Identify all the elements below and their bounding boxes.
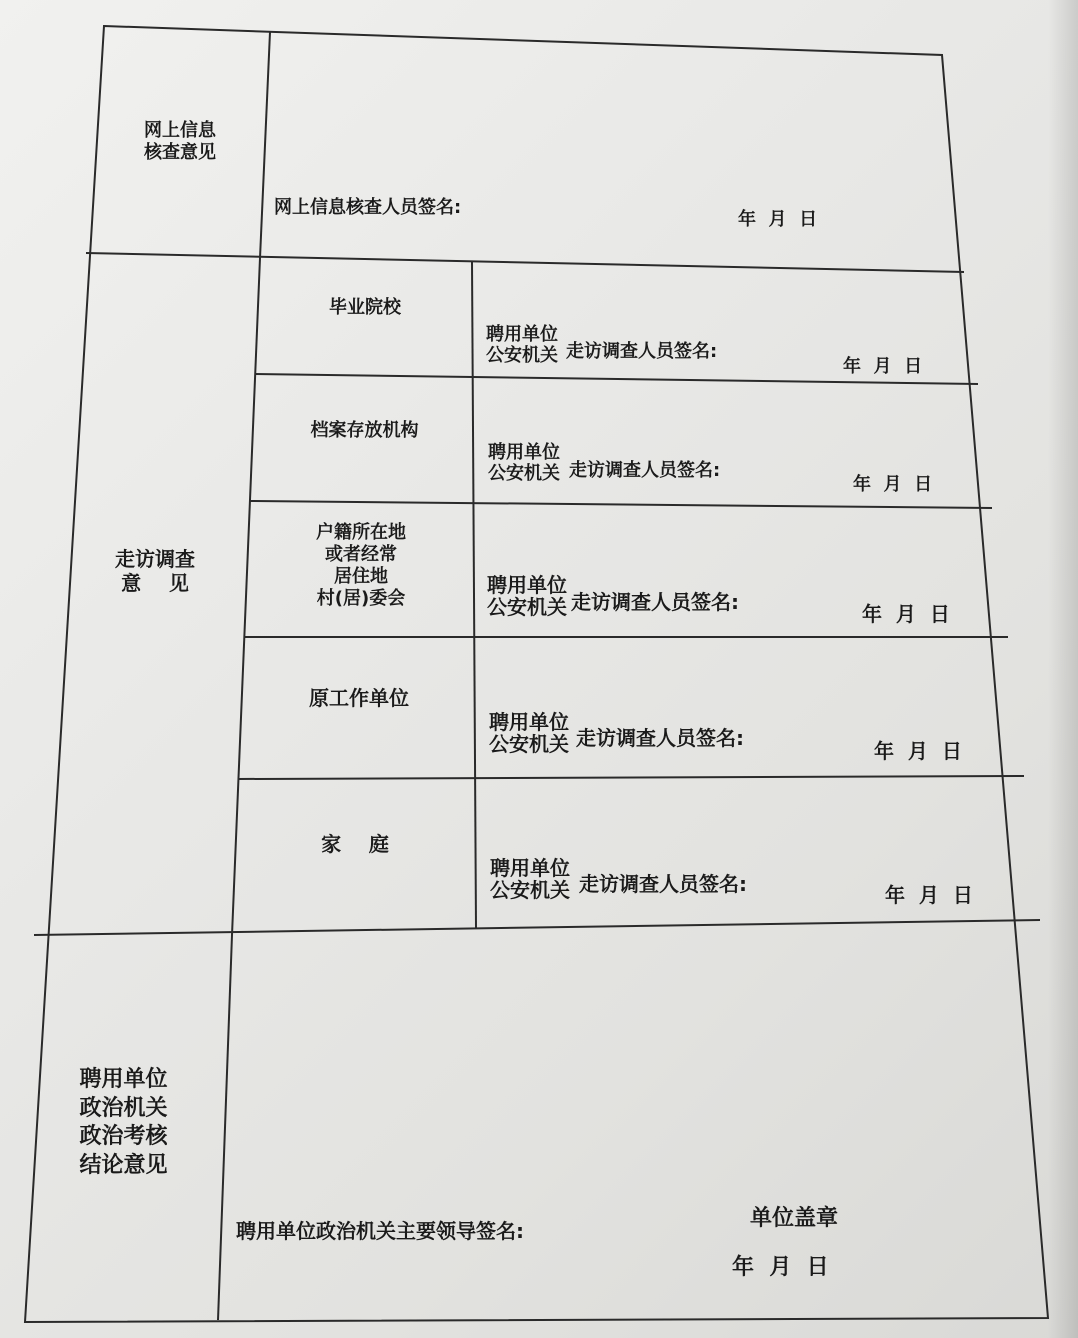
conclusion-seal-label: 单位盖章 [750, 1206, 839, 1231]
visit-row-4-signature: 走访调查人员签名: [576, 726, 744, 750]
grid-line-h1 [86, 253, 964, 272]
visit-row-2-agency: 聘用单位 公安机关 [488, 442, 560, 484]
visit-row-1-date: 年 月 日 [843, 356, 923, 377]
online-check-signature-label: 网上信息核查人员签名: [274, 197, 462, 218]
visit-row-1-signature: 走访调查人员签名: [566, 341, 718, 362]
grid-line-row4 [238, 776, 1024, 779]
visit-row-5-item: 家 庭 [321, 832, 389, 856]
visit-row-4-agency: 聘用单位 公安机关 [489, 710, 569, 757]
visit-row-3-item: 户籍所在地 或者经常 居住地 村(居)委会 [316, 522, 406, 609]
conclusion-label: 聘用单位 政治机关 政治考核 结论意见 [79, 1067, 168, 1178]
visit-row-1-item: 毕业院校 [329, 297, 401, 318]
grid-line-h2 [34, 920, 1040, 935]
visit-row-2-date: 年 月 日 [853, 474, 933, 495]
visit-row-4-item: 原工作单位 [309, 686, 409, 710]
visit-row-3-agency: 聘用单位 公安机关 [487, 573, 567, 620]
visit-row-5-agency: 聘用单位 公安机关 [490, 856, 570, 903]
visit-row-1-agency: 聘用单位 公安机关 [486, 324, 558, 366]
conclusion-signature-label: 聘用单位政治机关主要领导签名: [236, 1219, 524, 1243]
grid-line-v-bottom [218, 935, 232, 1320]
visit-row-3-date: 年 月 日 [862, 602, 950, 626]
visit-row-5-signature: 走访调查人员签名: [579, 872, 747, 896]
online-check-label: 网上信息 核查意见 [144, 120, 216, 163]
visit-row-3-signature: 走访调查人员签名: [571, 590, 739, 614]
grid-line-v-mid [472, 262, 476, 928]
visit-label: 走访调查 意 见 [115, 547, 195, 595]
conclusion-date: 年 月 日 [732, 1255, 829, 1280]
online-check-date: 年 月 日 [738, 209, 818, 230]
visit-row-4-date: 年 月 日 [874, 739, 962, 763]
visit-row-5-date: 年 月 日 [885, 883, 973, 907]
grid-line-v-top [260, 32, 270, 258]
visit-row-2-item: 档案存放机构 [310, 420, 419, 441]
grid-line-row2 [250, 501, 992, 508]
visit-row-2-signature: 走访调查人员签名: [569, 460, 721, 481]
grid-line-v-left [232, 258, 260, 935]
